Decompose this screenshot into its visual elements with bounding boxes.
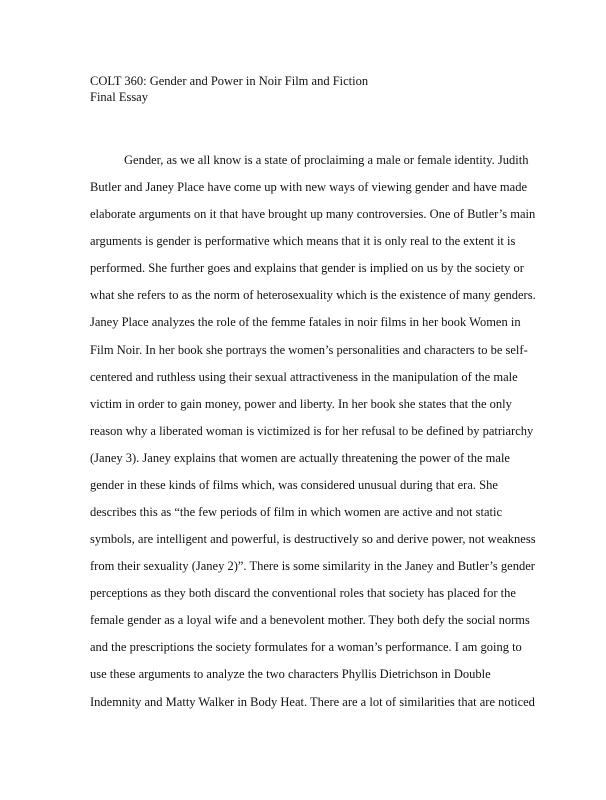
paragraph-line: symbols, are intelligent and powerful, is destructively so and derive power, not weakness — [90, 532, 536, 547]
paragraph-line: what she refers to as the norm of heterosexuality which is the existence of many genders. — [90, 288, 536, 303]
paragraph-line: Film Noir. In her book she portrays the women’s personalities and characters to be self- — [90, 342, 528, 357]
paragraph-line: describes this as “the few periods of film in which women are active and not static — [90, 505, 503, 520]
paragraph-line: centered and ruthless using their sexual attractiveness in the manipulation of the male — [90, 369, 518, 384]
paragraph-line: elaborate arguments on it that have brought up many controversies. One of Butler’s main — [90, 207, 536, 222]
paragraph-line: use these arguments to analyze the two characters Phyllis Dietrichson in Double — [90, 667, 491, 682]
paragraph-line: arguments is gender is performative which means that it is only real to the extent it is — [90, 234, 516, 249]
paragraph-line: (Janey 3). Janey explains that women are actually threatening the power of the male — [90, 450, 510, 465]
paragraph-line: Butler and Janey Place have come up with new ways of viewing gender and have made — [90, 180, 528, 195]
paragraph-line: gender in these kinds of films which, was considered unusual during that era. She — [90, 477, 498, 492]
paragraph-line: Indemnity and Matty Walker in Body Heat. There are a lot of similarities that are noticed — [90, 694, 535, 709]
assignment-title: Final Essay — [90, 90, 148, 104]
document-header — [90, 73, 368, 105]
paragraph-line: from their sexuality (Janey 2)”. There is some similarity in the Janey and Butler’s gender — [90, 559, 535, 574]
essay-paragraph — [90, 152, 536, 721]
paragraph-line: Gender, as we all know is a state of proclaiming a male or female identity. Judith — [124, 153, 529, 167]
course-title: COLT 360: Gender and Power in Noir Film and Fiction — [90, 74, 369, 88]
paragraph-line: perceptions as they both discard the conventional roles that society has placed for the — [90, 586, 516, 601]
paragraph-line: Janey Place analyzes the role of the femme fatales in noir films in her book Women in — [90, 315, 521, 330]
paragraph-line: performed. She further goes and explains that gender is implied on us by the society or — [90, 261, 524, 276]
paragraph-line: and the prescriptions the society formulates for a woman’s performance. I am going to — [90, 640, 522, 655]
paragraph-line: victim in order to gain money, power and liberty. In her book she states that the only — [90, 396, 512, 411]
paragraph-line: reason why a liberated woman is victimized is for her refusal to be defined by patriarchy — [90, 423, 534, 438]
paragraph-line: female gender as a loyal wife and a benevolent mother. They both defy the social norms — [90, 613, 530, 628]
